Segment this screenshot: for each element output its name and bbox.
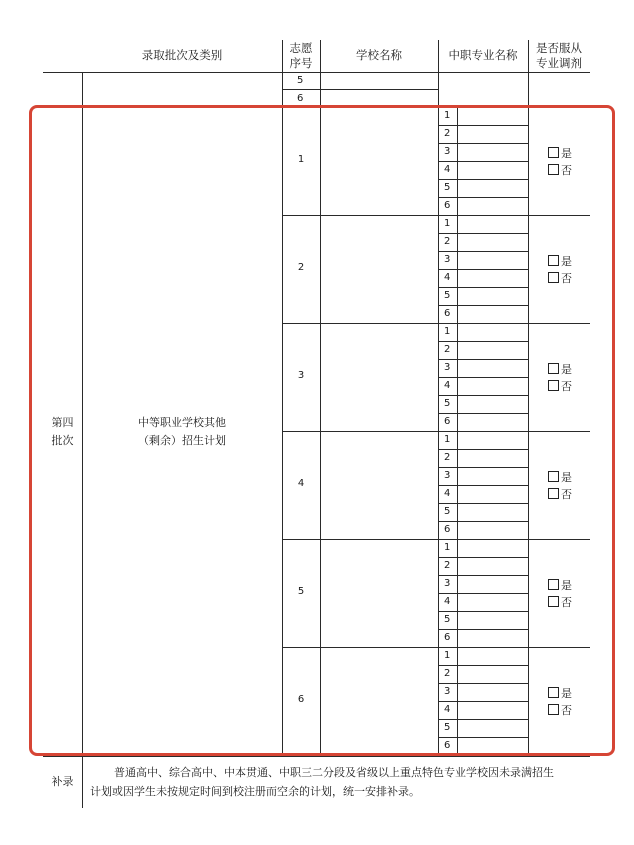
header-major-name: 中职专业名称 (448, 48, 518, 62)
major-name-field[interactable] (458, 684, 528, 701)
major-index: 4 (444, 272, 451, 283)
adjust-yes-option[interactable] (548, 687, 572, 701)
major-name-field[interactable] (458, 126, 528, 143)
major-name-field[interactable] (458, 468, 528, 485)
major-name-field[interactable] (458, 450, 528, 467)
major-name-field[interactable] (458, 396, 528, 413)
adjust-no-label: 否 (561, 272, 572, 285)
major-index: 1 (444, 110, 451, 121)
adjust-no-option[interactable] (548, 596, 572, 610)
adjust-no-label: 否 (561, 596, 572, 609)
school-name-field[interactable] (321, 216, 437, 323)
major-index: 2 (444, 560, 451, 571)
adjust-no-label: 否 (561, 380, 572, 393)
major-index: 6 (444, 416, 451, 427)
school-name-field[interactable] (321, 108, 437, 215)
supplement-text-line1: 普通高中、综合高中、中本贯通、中职三二分段及省级以上重点特色专业学校因未录满招生 (114, 766, 554, 779)
batch4-category-line1: 中等职业学校其他 (138, 416, 226, 429)
major-index: 5 (444, 722, 451, 733)
choice-number: 5 (297, 586, 305, 597)
major-name-field[interactable] (458, 666, 528, 683)
prev-row-5: 5 (297, 75, 304, 86)
major-index: 5 (444, 182, 451, 193)
adjust-yes-label: 是 (561, 687, 572, 700)
major-name-field[interactable] (458, 558, 528, 575)
major-name-field[interactable] (458, 504, 528, 521)
choice-number: 3 (297, 370, 305, 381)
major-name-field[interactable] (458, 540, 528, 557)
major-index: 6 (444, 308, 451, 319)
choice-number: 4 (297, 478, 305, 489)
major-index: 6 (444, 740, 451, 751)
major-index: 4 (444, 596, 451, 607)
major-name-field[interactable] (458, 216, 528, 233)
major-index: 2 (444, 668, 451, 679)
major-name-field[interactable] (458, 252, 528, 269)
batch4-label-line2: 批次 (51, 434, 74, 447)
col-rule-adjust (528, 40, 529, 756)
major-index: 6 (444, 200, 451, 211)
header-school-name: 学校名称 (356, 48, 402, 62)
prev-row-rule (282, 89, 438, 90)
major-name-field[interactable] (458, 432, 528, 449)
checkbox-icon[interactable] (548, 363, 559, 374)
major-name-field[interactable] (458, 108, 528, 125)
adjust-yes-option[interactable] (548, 255, 572, 269)
supplement-top-rule (43, 756, 590, 757)
adjust-no-label: 否 (561, 488, 572, 501)
major-index: 5 (444, 290, 451, 301)
major-index: 3 (444, 146, 451, 157)
major-index: 1 (444, 326, 451, 337)
header-choice-no-line1: 志愿 (289, 41, 313, 55)
major-name-field[interactable] (458, 198, 528, 215)
adjust-yes-label: 是 (561, 471, 572, 484)
header-choice-no-line2: 序号 (289, 56, 313, 70)
major-index: 1 (444, 542, 451, 553)
checkbox-icon[interactable] (548, 471, 559, 482)
major-name-field[interactable] (458, 576, 528, 593)
major-name-field[interactable] (458, 144, 528, 161)
major-name-field[interactable] (458, 288, 528, 305)
major-index: 2 (444, 236, 451, 247)
major-index: 2 (444, 344, 451, 355)
major-name-field[interactable] (458, 342, 528, 359)
major-name-field[interactable] (458, 324, 528, 341)
checkbox-icon[interactable] (548, 579, 559, 590)
col-rule-batch (82, 72, 83, 808)
major-index: 5 (444, 614, 451, 625)
adjust-yes-label: 是 (561, 255, 572, 268)
major-index: 1 (444, 650, 451, 661)
major-name-field[interactable] (458, 648, 528, 665)
supplement-label: 补录 (51, 775, 74, 788)
school-name-field[interactable] (321, 648, 437, 755)
choice-number: 2 (297, 262, 305, 273)
major-name-field[interactable] (458, 162, 528, 179)
major-name-field[interactable] (458, 612, 528, 629)
major-index: 3 (444, 578, 451, 589)
checkbox-icon[interactable] (548, 704, 559, 715)
major-name-field[interactable] (458, 234, 528, 251)
adjust-yes-option[interactable] (548, 363, 572, 377)
major-index: 1 (444, 434, 451, 445)
major-index: 3 (444, 686, 451, 697)
major-index: 6 (444, 524, 451, 535)
major-name-field[interactable] (458, 486, 528, 503)
header-adjust-line1: 是否服从 (536, 41, 582, 55)
checkbox-icon[interactable] (548, 255, 559, 266)
checkbox-icon[interactable] (548, 147, 559, 158)
checkbox-icon[interactable] (548, 596, 559, 607)
adjust-yes-label: 是 (561, 579, 572, 592)
major-index: 3 (444, 254, 451, 265)
checkbox-icon[interactable] (548, 272, 559, 283)
checkbox-icon[interactable] (548, 164, 559, 175)
major-index: 3 (444, 362, 451, 373)
adjust-no-option[interactable] (548, 704, 572, 718)
school-name-field[interactable] (321, 540, 437, 647)
major-name-field[interactable] (458, 360, 528, 377)
major-name-field[interactable] (458, 720, 528, 737)
major-name-field[interactable] (458, 414, 528, 431)
adjust-yes-option[interactable] (548, 579, 572, 593)
major-index: 4 (444, 488, 451, 499)
major-name-field[interactable] (458, 180, 528, 197)
header-batch-category: 录取批次及类别 (141, 48, 223, 62)
checkbox-icon[interactable] (548, 687, 559, 698)
batch4-category-line2: （剩余）招生计划 (138, 434, 226, 447)
prev-row-6: 6 (297, 93, 304, 104)
choice-number: 1 (297, 154, 305, 165)
major-index: 5 (444, 398, 451, 409)
adjust-no-option[interactable] (548, 164, 572, 178)
major-index: 4 (444, 380, 451, 391)
adjust-yes-label: 是 (561, 363, 572, 376)
adjust-no-option[interactable] (548, 488, 572, 502)
adjust-no-option[interactable] (548, 272, 572, 286)
major-index: 1 (444, 218, 451, 229)
major-name-field[interactable] (458, 702, 528, 719)
school-name-field[interactable] (321, 324, 437, 431)
adjust-no-option[interactable] (548, 380, 572, 394)
major-name-field[interactable] (458, 522, 528, 539)
major-name-field[interactable] (458, 270, 528, 287)
adjust-yes-option[interactable] (548, 147, 572, 161)
adjust-yes-option[interactable] (548, 471, 572, 485)
checkbox-icon[interactable] (548, 380, 559, 391)
major-index: 2 (444, 452, 451, 463)
adjust-no-label: 否 (561, 164, 572, 177)
supplement-text-line2: 计划或因学生未按规定时间到校注册而空余的计划，统一安排补录。 (90, 785, 420, 798)
header-adjust-line2: 专业调剂 (536, 56, 582, 70)
col-rule-major (438, 40, 439, 756)
major-name-field[interactable] (458, 630, 528, 647)
batch4-label-line1: 第四 (51, 416, 74, 429)
checkbox-icon[interactable] (548, 488, 559, 499)
major-name-field[interactable] (458, 738, 528, 755)
major-name-field[interactable] (458, 378, 528, 395)
adjust-yes-label: 是 (561, 147, 572, 160)
major-index: 3 (444, 470, 451, 481)
major-index: 4 (444, 164, 451, 175)
header-bottom-rule (43, 72, 590, 73)
col-rule-choice (282, 40, 283, 756)
choice-number: 6 (297, 694, 305, 705)
major-index: 4 (444, 704, 451, 715)
major-index: 2 (444, 128, 451, 139)
adjust-no-label: 否 (561, 704, 572, 717)
school-name-field[interactable] (321, 432, 437, 539)
major-name-field[interactable] (458, 306, 528, 323)
major-index: 5 (444, 506, 451, 517)
major-index: 6 (444, 632, 451, 643)
major-name-field[interactable] (458, 594, 528, 611)
